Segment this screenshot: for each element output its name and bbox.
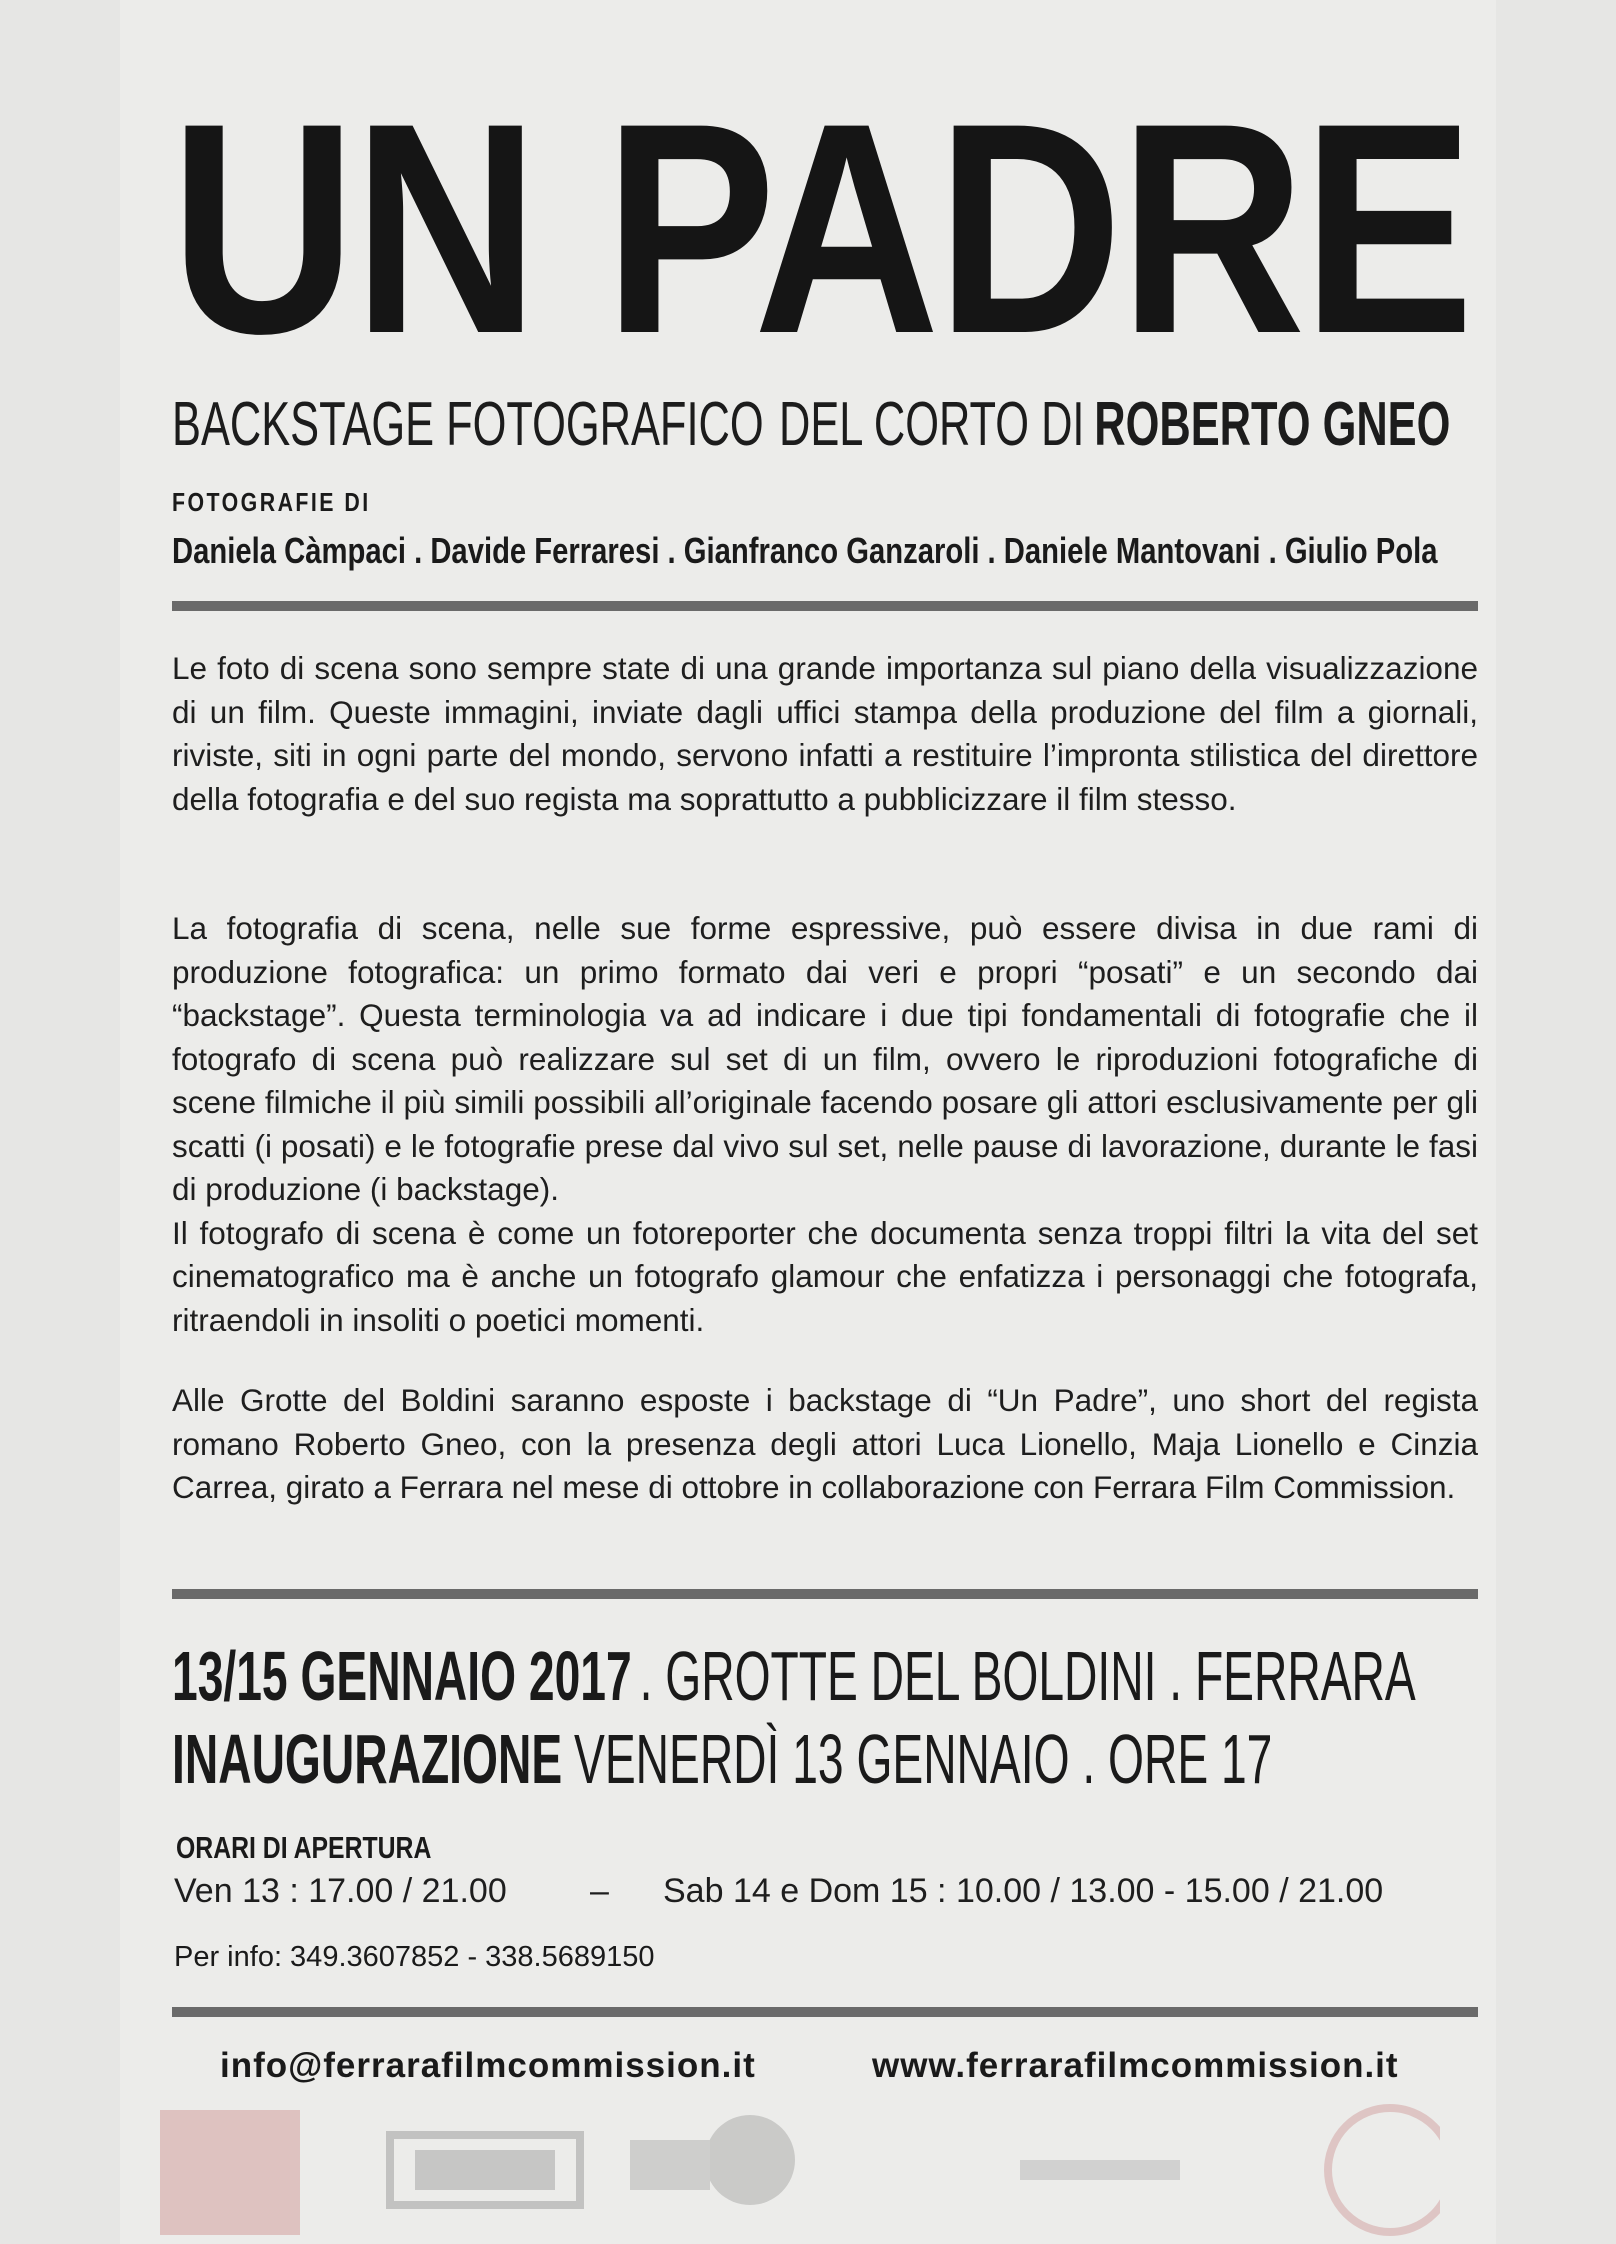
hours-dash: –	[590, 1872, 609, 1910]
subtitle-backstage: BACKSTAGE FOTOGRAFICO	[172, 390, 764, 459]
event-date-line	[172, 1636, 1416, 1716]
sponsor-logo-black-fill	[415, 2150, 555, 2190]
inauguration-line	[172, 1719, 1272, 1799]
info-phones: Per info: 349.3607852 - 338.5689150	[174, 1941, 655, 1973]
divider-middle	[172, 1589, 1478, 1599]
subtitle-director: ROBERTO GNEO	[1094, 390, 1451, 459]
sponsor-logo-round	[705, 2115, 795, 2205]
sponsor-logo-red-block	[160, 2110, 300, 2235]
sponsor-logo-small	[1020, 2160, 1180, 2180]
paragraph-exhibition: Alle Grotte del Boldini saranno esposte i backstage di “Un Padre”, uno short del regista romano Roberto Gneo, con la presenza degli attori Luca Lionello, Maja Lionello e Cinzia Carrea, girato a Ferrara nel mese di ottobre in collaborazione con Ferrara Film Commission.	[172, 1382, 1478, 1505]
hours-weekend: Sab 14 e Dom 15 : 10.00 / 13.00 - 15.00 / 21.00	[663, 1872, 1384, 1910]
sponsor-logo-seal	[1328, 2108, 1440, 2232]
flyer-subtitle	[172, 390, 1450, 460]
divider-top	[172, 601, 1478, 611]
hours-friday: Ven 13 : 17.00 / 21.00	[174, 1872, 507, 1910]
inauguration-label: INAUGURAZIONE	[172, 1720, 563, 1798]
inauguration-when: VENERDÌ 13 GENNAIO . ORE 17	[574, 1720, 1273, 1798]
event-place: . GROTTE DEL BOLDINI . FERRARA	[639, 1637, 1416, 1715]
divider-bottom	[172, 2007, 1478, 2017]
opening-hours-title: ORARI DI APERTURA	[176, 1830, 432, 1865]
photographers-label: FOTOGRAFIE DI	[172, 487, 371, 517]
paragraph-scene-photography	[172, 907, 1478, 1342]
flyer-title: UN PADRE	[170, 60, 1471, 396]
paragraph-scene-photography-a: La fotografia di scena, nelle sue forme espressive, può essere divisa in due rami di produzione fotografica: un primo formato dai veri e propri “posati” e un secondo dai “backstage”. Questa terminologia va ad indicare i due tipi fondamentali di fotografie che il fotografo di scena può realizzare sul set di un film, ovvero le riproduzioni fotografiche di scene filmiche il più simili possibili all’originale facendo posare gli attori esclusivamente per gli scatti (i posati) e le fotografie prese dal vivo sul set, nelle pause di lavorazione, durante le fasi di produzione (i backstage).	[172, 910, 1478, 1207]
subtitle-del-corto: DEL CORTO DI	[779, 390, 1085, 459]
contact-website-link[interactable]: www.ferrarafilmcommission.it	[872, 2046, 1399, 2085]
event-dates: 13/15 GENNAIO 2017	[172, 1637, 632, 1715]
sponsor-logos-faded	[160, 2100, 1440, 2240]
paragraph-intro: Le foto di scena sono sempre state di una grande importanza sul piano della visualizzazione di un film. Queste immagini, inviate dagli uffici stampa della produzione del film a giornali, riviste, siti in ogni parte del mondo, servono infatti a restituire l’impronta stilistica del direttore della fotografia e del suo regista ma soprattutto a pubblicizzare il film stesso.	[172, 650, 1478, 817]
paragraph-scene-photography-b: Il fotografo di scena è come un fotoreporter che documenta senza troppi filtri la vita del set cinematografico ma è anche un fotografo glamour che enfatizza i personaggi che fotografa, ritraendoli in insoliti o poetici momenti.	[172, 1214, 1478, 1338]
sponsor-logo-text-block	[630, 2140, 710, 2190]
contact-email-link[interactable]: info@ferrarafilmcommission.it	[220, 2046, 756, 2085]
photographers-list: Daniela Càmpaci . Davide Ferraresi . Gianfranco Ganzaroli . Daniele Mantovani . Giulio Pola	[172, 530, 1438, 571]
